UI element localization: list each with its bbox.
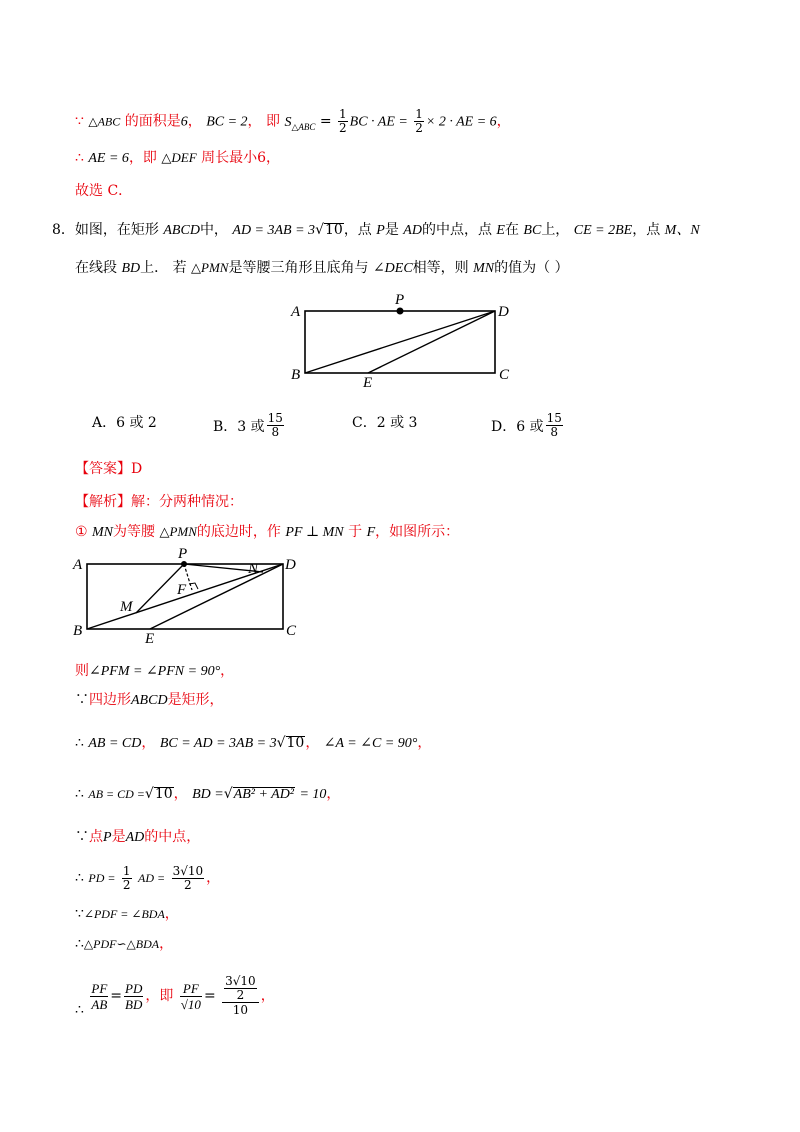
option-c[interactable]: C． 2 或 3 <box>352 415 418 431</box>
label-d: D <box>285 557 296 573</box>
step-8: ∴△PDF∽△BDA， <box>75 936 174 952</box>
label-p: P <box>395 292 405 308</box>
fraction-15-8: $\frac{15}{8}$ <box>546 411 562 439</box>
label-a: A <box>291 304 301 320</box>
label-p: P <box>178 546 188 562</box>
step-2: ∵四边形ABCD是矩形， <box>75 692 224 708</box>
fraction-half: $\frac{1}{2}$ <box>415 107 423 135</box>
fraction-15-8: $\frac{15}{8}$ <box>267 411 283 439</box>
label-c: C <box>499 367 510 383</box>
label-d: D <box>498 304 509 320</box>
option-a[interactable]: A． 6 或 2 <box>92 415 157 431</box>
option-b[interactable]: B． 3 或 $\frac{15}{8}$ <box>213 411 283 439</box>
intro-line-3: 故选 C． <box>75 183 133 199</box>
figure-rectangle-2 <box>65 545 305 645</box>
step-7: ∵∠PDF = ∠BDA， <box>75 906 179 922</box>
label-c: C <box>286 623 297 639</box>
analysis-line: 【解析】解：分两种情况： <box>75 494 243 510</box>
intro-line-1: ∵ △ABC 的面积是6， BC = 2， 即 $S_{\triangle ABC}$ = $\frac{1}{2}$ BC · AE = $\frac{1}{2}$ × 2 · AE = 6， <box>75 107 511 135</box>
point-p <box>397 308 404 315</box>
question-line-1: 8．如图，在矩形 ABCD中， AD = 3AB = 3√10，点 P是 AD的中点，点 E在 BC上， CE = 2BE，点 M、N <box>52 222 700 238</box>
step-5: ∵点P是AD的中点， <box>75 829 201 845</box>
label-e: E <box>145 631 155 645</box>
step-6: ∴ PD = $\frac{1}{2}$ AD = $\frac{3√10}{2}$ ， <box>75 863 221 892</box>
step-9: ∴ $\frac{PF}{AB}$ = $\frac{PD}{BD}$ ，即 $\frac{PF}{√10}$ = $\frac{\frac{3√10}{2}}{10}$ ， <box>75 974 275 1018</box>
step-1: 则∠PFM = ∠PFN = 90°， <box>75 663 235 679</box>
label-f: F <box>177 582 187 598</box>
case1-line: ① MN为等腰 △PMN的底边时，作 PF ⊥ MN 于 F，如图所示： <box>75 524 460 540</box>
step-4: ∴ AB = CD =√10， BD =√AB² + AD² = 10， <box>75 786 341 802</box>
option-d[interactable]: D． 6 或 $\frac{15}{8}$ <box>491 411 562 439</box>
label-e: E <box>363 375 373 390</box>
fraction-half: $\frac{1}{2}$ <box>339 107 347 135</box>
label-b: B <box>291 367 301 383</box>
figure-rectangle-1 <box>280 290 520 390</box>
label-b: B <box>73 623 83 639</box>
question-line-2: 在线段 BD上． 若 △PMN是等腰三角形且底角与 ∠DEC相等，则 MN的值为（ ） <box>75 260 569 276</box>
label-n: N <box>248 561 259 577</box>
label-m: M <box>120 599 133 615</box>
step-3: ∴ AB = CD， BC = AD = 3AB = 3√10， ∠A = ∠C = 90°， <box>75 735 432 751</box>
intro-line-2: ∴ AE = 6，即 △DEF 周长最小6， <box>75 150 281 166</box>
answer-line: 【答案】D <box>75 461 143 477</box>
segment-ed <box>150 564 283 629</box>
segment-bd <box>305 311 495 373</box>
segment-ed <box>368 311 495 373</box>
label-a: A <box>73 557 83 573</box>
